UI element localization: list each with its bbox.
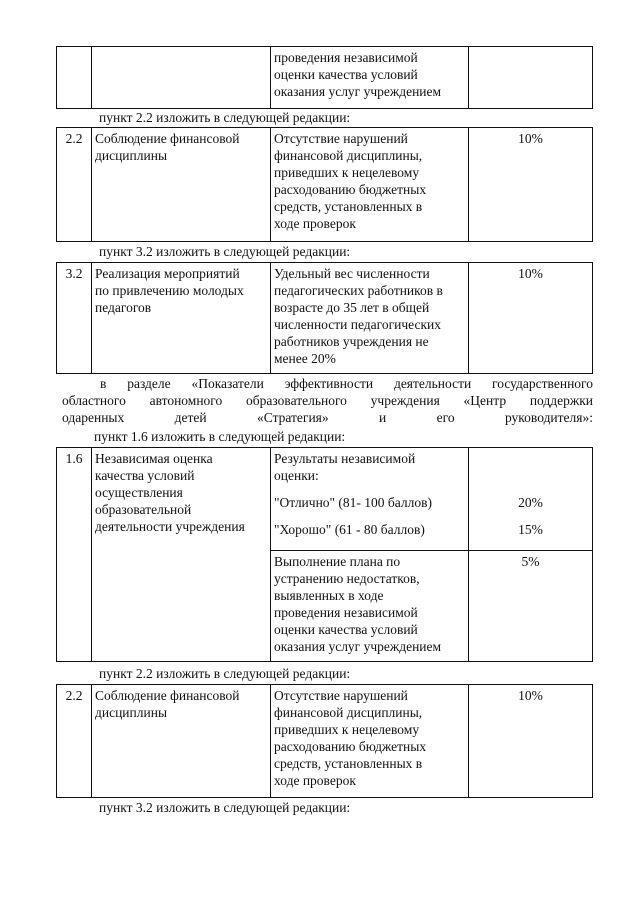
cell-value-empty [469, 47, 593, 109]
paragraph-line: областного автономного образовательного учреждения «Центр поддержки [62, 393, 593, 408]
cell-value: 10% [469, 128, 593, 242]
cell-name: Независимая оценка качества условий осуществления образовательной деятельности учреждения [92, 448, 271, 662]
cell-num: 2.2 [57, 128, 92, 242]
cell-value: 10% [469, 263, 593, 374]
table-row-3-2 [56, 262, 593, 374]
cell-num: 3.2 [57, 263, 92, 374]
note-item-2-2-second: пункт 2.2 изложить в следующей редакции: [99, 666, 351, 681]
grade-excellent-value: 20% [518, 495, 543, 510]
cell-criterion-plan: Выполнение плана по устранению недостатков, выявленных в ходе проведения независимой оценки качества условий оказания услуг учреждением [271, 551, 469, 662]
cell-value: 10% [469, 685, 593, 798]
cell-name: Реализация мероприятий по привлечению молодых педагогов [92, 263, 271, 374]
table-top-fragment [56, 46, 593, 109]
cell-num-empty [57, 47, 92, 109]
cell-criterion: Удельный вес численности педагогических работников в возрасте до 35 лет в общей численности педагогических работников учреждения не менее 20% [271, 263, 469, 374]
table-row-1-6 [56, 447, 593, 662]
grade-good-label: "Хорошо" (61 - 80 баллов) [274, 522, 425, 537]
cell-criterion-grades: Результаты независимой оценки: "Отлично" (81- 100 баллов) "Хорошо" (61 - 80 баллов) [271, 448, 469, 551]
paragraph-line: в разделе «Показатели эффективности деятельности государственного [100, 376, 593, 391]
grade-excellent-label: "Отлично" (81- 100 баллов) [274, 495, 432, 510]
cell-name: Соблюдение финансовой дисциплины [92, 685, 271, 798]
cell-num: 1.6 [57, 448, 92, 662]
cell-name: Соблюдение финансовой дисциплины [92, 128, 271, 242]
cell-criterion: Отсутствие нарушений финансовой дисциплины, приведших к нецелевому расходованию бюджетных средств, установленных в ходе проверок [271, 685, 469, 798]
note-item-2-2: пункт 2.2 изложить в следующей редакции: [99, 110, 351, 125]
cell-criterion: Отсутствие нарушений финансовой дисциплины, приведших к нецелевому расходованию бюджетных средств, установленных в ходе проверок [271, 128, 469, 242]
note-item-1-6: пункт 1.6 изложить в следующей редакции: [94, 429, 346, 444]
cell-grade-values [469, 448, 593, 551]
note-item-3-2: пункт 3.2 изложить в следующей редакции: [99, 244, 351, 259]
paragraph-line: одаренных детей «Стратегия» и его руководителя»: [62, 410, 593, 425]
cell-name-empty [92, 47, 271, 109]
cell-plan-value: 5% [469, 551, 593, 662]
table-row-2-2 [56, 127, 593, 242]
cell-num: 2.2 [57, 685, 92, 798]
table-row-2-2-second [56, 684, 593, 798]
note-item-3-2-second: пункт 3.2 изложить в следующей редакции: [99, 800, 351, 815]
grade-good-value: 15% [518, 522, 543, 537]
section-paragraph [62, 375, 593, 426]
cell-criterion: проведения независимой оценки качества условий оказания услуг учреждением [271, 47, 469, 109]
